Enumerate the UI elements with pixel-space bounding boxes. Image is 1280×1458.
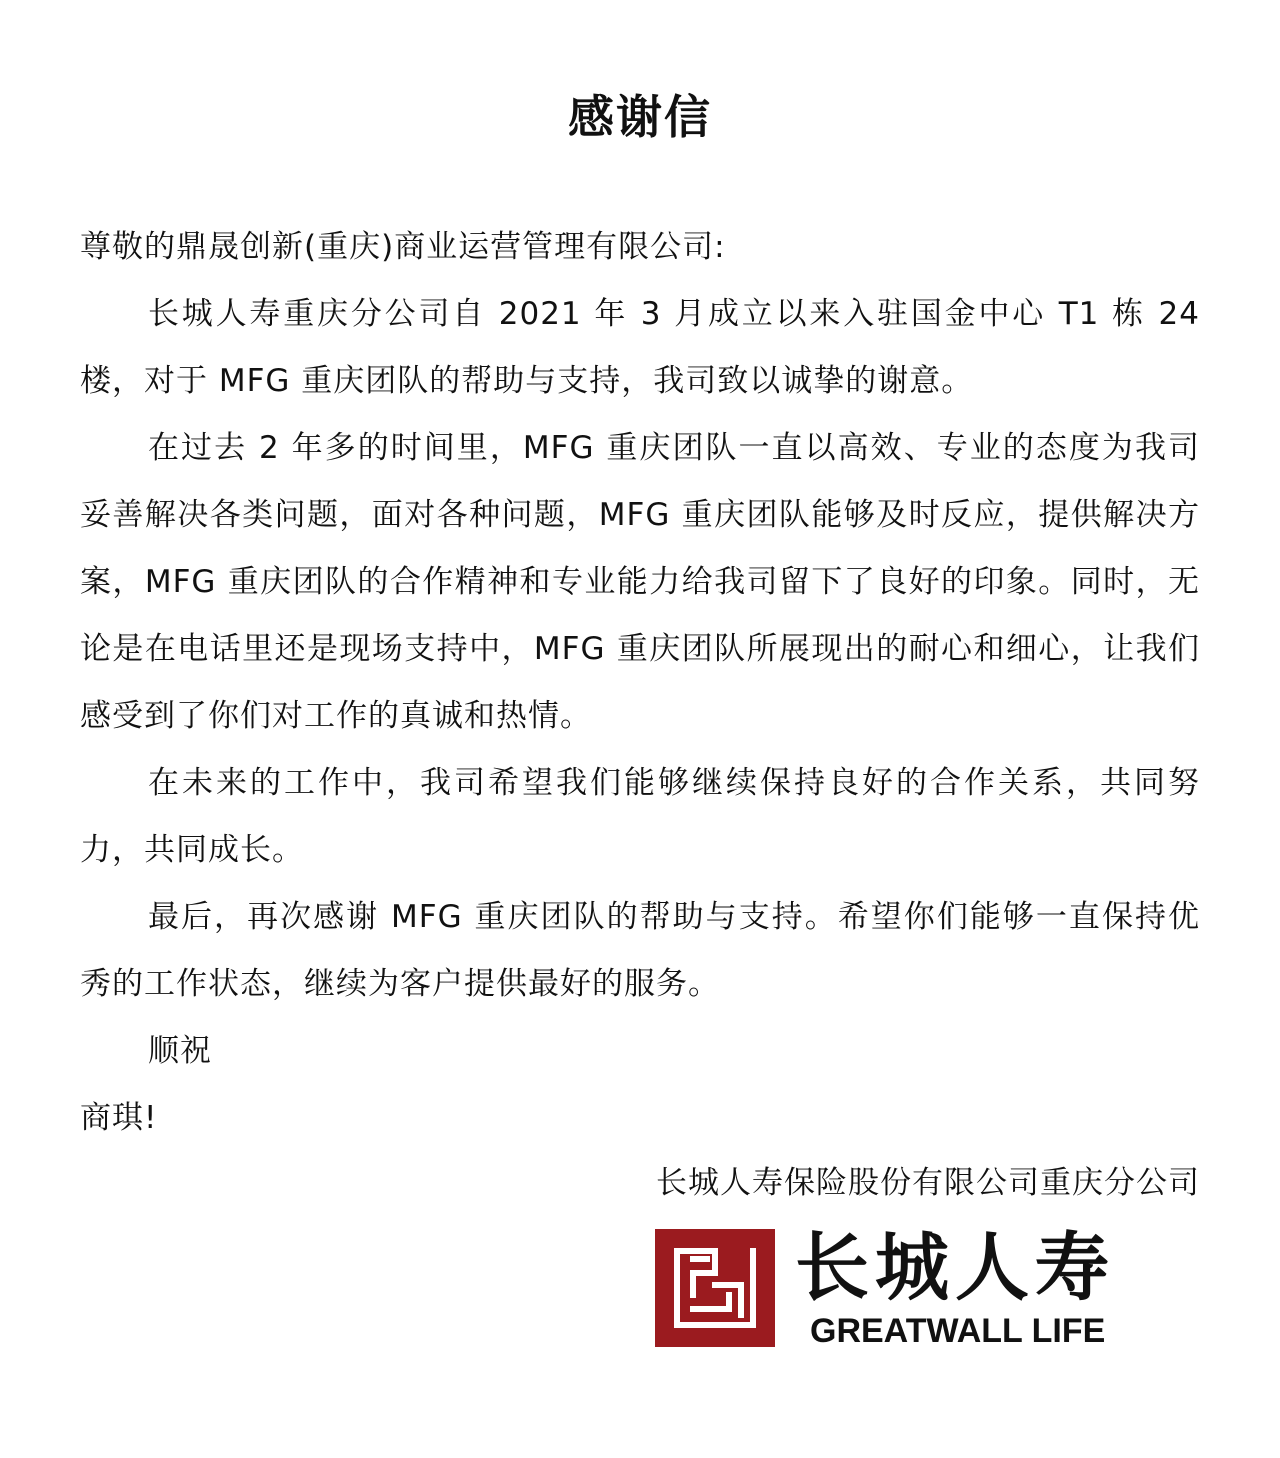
paragraph-3: 在未来的工作中，我司希望我们能够继续保持良好的合作关系，共同努力，共同成长。 (80, 765, 1200, 868)
greatwall-life-logo (655, 1225, 1200, 1350)
logo-english-name: GREATWALL LIFE (810, 1312, 1106, 1350)
paragraph-4: 最后，再次感谢 MFG 重庆团队的帮助与支持。希望你们能够一直保持优秀的工作状态，继续为客户提供最好的服务。 (80, 899, 1200, 1002)
logo-chinese-name: 长城人寿 (795, 1225, 1115, 1311)
letter-body (80, 214, 1200, 1152)
signature-company: 长城人寿保险股份有限公司重庆分公司 (656, 1165, 1200, 1201)
closing-wish: 顺祝 (148, 1033, 212, 1069)
letter-title: 感谢信 (568, 90, 712, 144)
greatwall-mark-icon (655, 1229, 775, 1347)
closing-wish-2: 商琪! (80, 1100, 158, 1136)
paragraph-2: 在过去 2 年多的时间里，MFG 重庆团队一直以高效、专业的态度为我司妥善解决各类问题，面对各种问题，MFG 重庆团队能够及时反应，提供解决方案，MFG 重庆团队的合作精神和专业能力给我司留下了良好的印象。同时，无论是在电话里还是现场支持中，MFG 重庆团队所展现出的耐心和细心，让我们感受到了你们对工作的真诚和热情。 (80, 430, 1200, 734)
salutation: 尊敬的鼎晟创新(重庆)商业运营管理有限公司: (80, 229, 726, 265)
paragraph-1: 长城人寿重庆分公司自 2021 年 3 月成立以来入驻国金中心 T1 栋 24 楼，对于 MFG 重庆团队的帮助与支持，我司致以诚挚的谢意。 (80, 296, 1200, 399)
